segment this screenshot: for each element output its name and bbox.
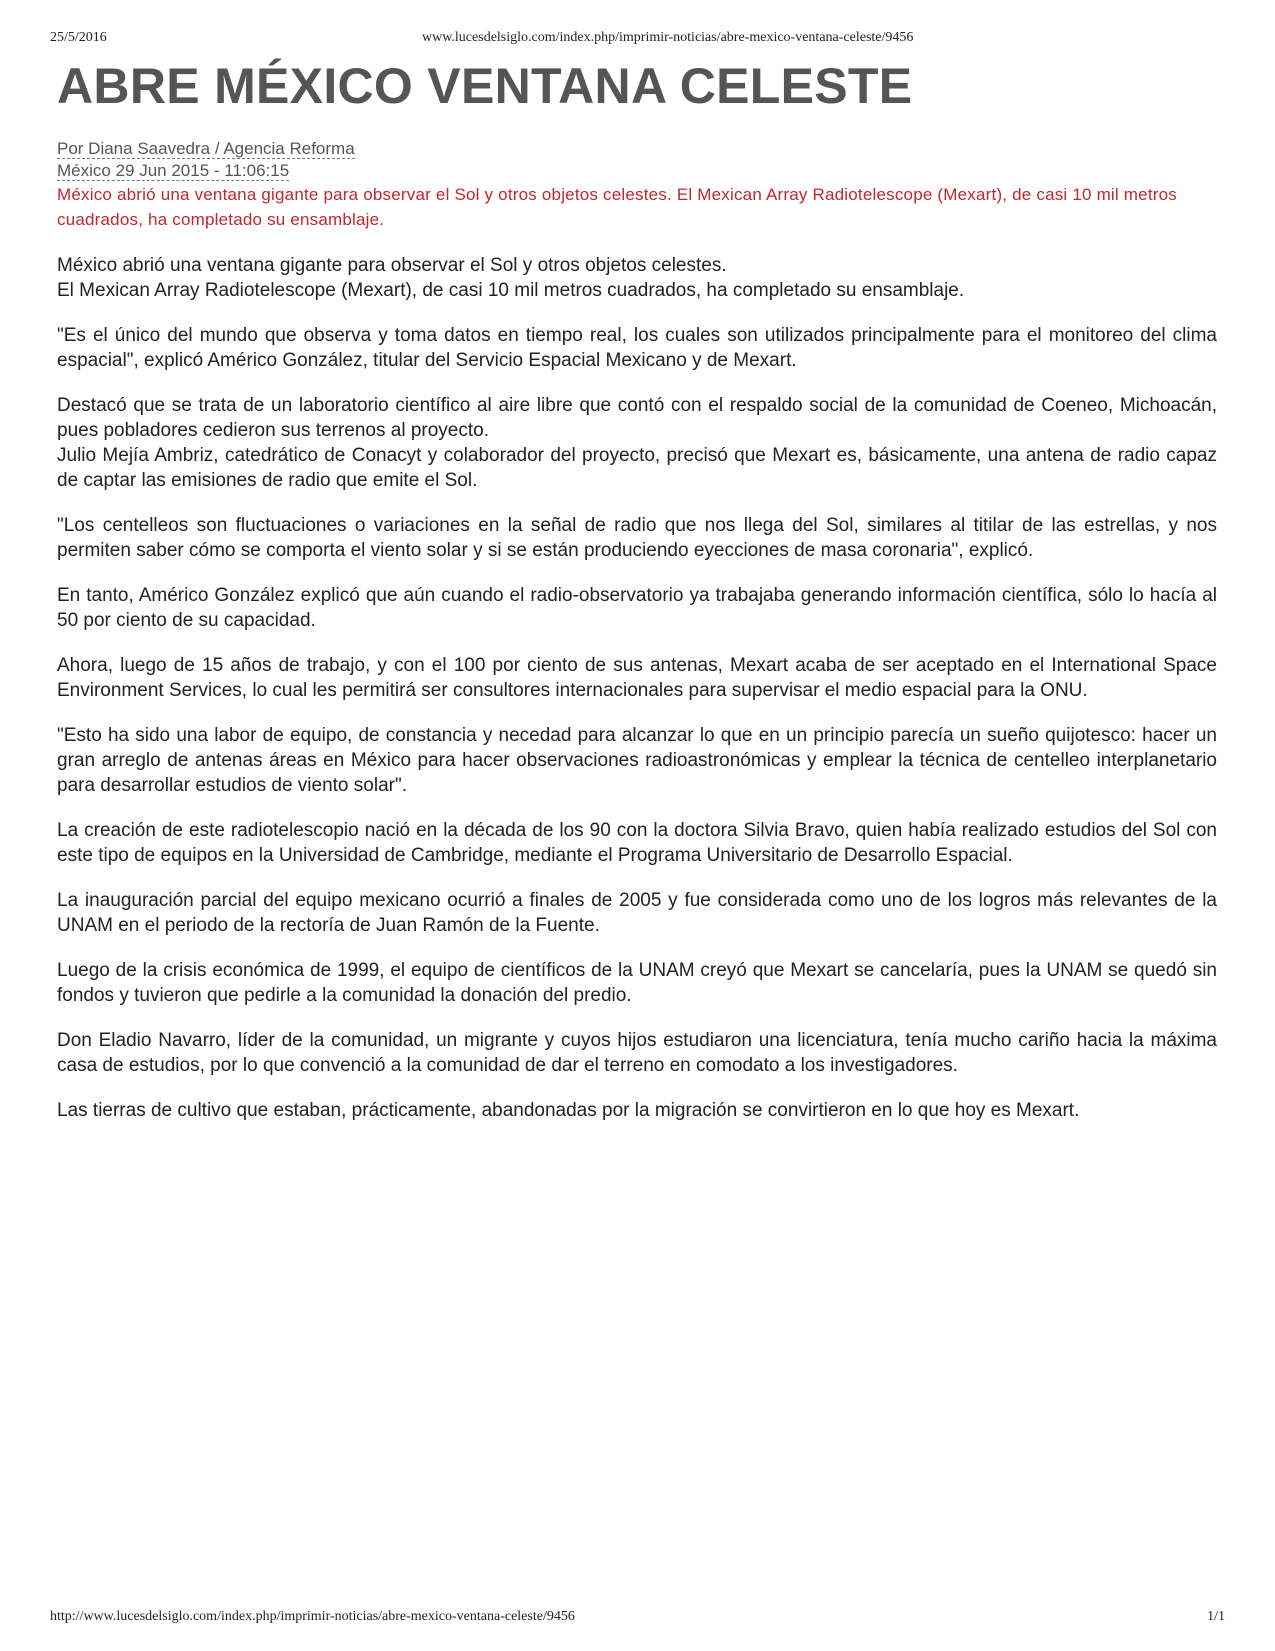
paragraph-line: La inauguración parcial del equipo mexicano ocurrió a finales de 2005 y fue considerada como uno de los logros más relevantes de la UNAM en el periodo de la rectoría de Juan Ramón de la Fuente. (57, 890, 1217, 936)
article-paragraph (57, 888, 1217, 938)
article (57, 56, 1217, 1143)
article-body (57, 253, 1217, 1123)
paragraph-line: Destacó que se trata de un laboratorio científico al aire libre que contó con el respaldo social de la comunidad de Coeneo, Michoacán, pues pobladores cedieron sus terrenos al proyecto. (57, 395, 1217, 441)
paragraph-line: "Los centelleos son fluctuaciones o variaciones en la señal de radio que nos llega del Sol, similares al titilar de las estrellas, y nos permiten saber cómo se comporta el viento solar y si se están produciendo eyecciones de masa coronaria", explicó. (57, 515, 1217, 561)
paragraph-line: En tanto, Américo González explicó que aún cuando el radio-observatorio ya trabajaba generando información científica, sólo lo hacía al 50 por ciento de su capacidad. (57, 585, 1217, 631)
paragraph-line: El Mexican Array Radiotelescope (Mexart), de casi 10 mil metros cuadrados, ha completado su ensamblaje. (57, 280, 965, 301)
print-header-url: www.lucesdelsiglo.com/index.php/imprimir-noticias/abre-mexico-ventana-celeste/9456 (422, 30, 914, 45)
article-paragraph (57, 513, 1217, 563)
article-title: ABRE MÉXICO VENTANA CELESTE (57, 58, 913, 114)
paragraph-line: Luego de la crisis económica de 1999, el equipo de científicos de la UNAM creyó que Mexart se cancelaría, pues la UNAM se quedó sin fondos y tuvieron que pedirle a la comunidad la donación del predio. (57, 960, 1217, 1006)
print-footer-url: http://www.lucesdelsiglo.com/index.php/imprimir-noticias/abre-mexico-ventana-celeste/9456 (50, 1609, 575, 1624)
article-byline[interactable]: Por Diana Saavedra / Agencia Reforma (57, 139, 355, 158)
print-date: 25/5/2016 (50, 30, 107, 45)
article-paragraph (57, 393, 1217, 493)
print-footer (50, 1609, 1225, 1627)
article-meta (57, 138, 1217, 182)
print-header (50, 30, 1225, 48)
paragraph-line: Las tierras de cultivo que estaban, prácticamente, abandonadas por la migración se convirtieron en lo que hoy es Mexart. (57, 1100, 1080, 1121)
paragraph-line: Ahora, luego de 15 años de trabajo, y con el 100 por ciento de sus antenas, Mexart acaba de ser aceptado en el International Space Environment Services, lo cual les permitirá ser consultores internacionales para supervisar el medio espacial para la ONU. (57, 655, 1217, 701)
article-paragraph (57, 1028, 1217, 1078)
article-paragraph (57, 1098, 1217, 1123)
article-paragraph (57, 583, 1217, 633)
paragraph-line: "Es el único del mundo que observa y toma datos en tiempo real, los cuales son utilizados principalmente para el monitoreo del clima espacial", explicó Américo González, titular del Servicio Espacial Mexicano y de Mexart. (57, 325, 1217, 371)
paragraph-line: La creación de este radiotelescopio nació en la década de los 90 con la doctora Silvia Bravo, quien había realizado estudios del Sol con este tipo de equipos en la Universidad de Cambridge, mediante el Programa Universitario de Desarrollo Espacial. (57, 820, 1217, 866)
article-paragraph (57, 818, 1217, 868)
article-paragraph (57, 958, 1217, 1008)
article-paragraph (57, 323, 1217, 373)
paragraph-line: México abrió una ventana gigante para observar el Sol y otros objetos celestes. (57, 255, 727, 276)
article-paragraph (57, 253, 1217, 303)
article-dateline: México 29 Jun 2015 - 11:06:15 (57, 161, 290, 180)
article-paragraph (57, 723, 1217, 798)
article-paragraph (57, 653, 1217, 703)
paragraph-line: "Esto ha sido una labor de equipo, de constancia y necedad para alcanzar lo que en un principio parecía un sueño quijotesco: hacer un gran arreglo de antenas áreas en México para hacer observaciones radioastronómicas y emplear la técnica de centelleo interplanetario para desarrollar estudios de viento solar". (57, 725, 1217, 796)
paragraph-line: Julio Mejía Ambriz, catedrático de Conacyt y colaborador del proyecto, precisó que Mexart es, básicamente, una antena de radio capaz de captar las emisiones de radio que emite el Sol. (57, 445, 1217, 491)
page-number: 1/1 (1207, 1609, 1225, 1624)
article-summary: México abrió una ventana gigante para observar el Sol y otros objetos celestes. El Mexican Array Radiotelescope (Mexart), de casi 10 mil metros cuadrados, ha completado su ensamblaje. (57, 185, 1177, 229)
paragraph-line: Don Eladio Navarro, líder de la comunidad, un migrante y cuyos hijos estudiaron una licenciatura, tenía mucho cariño hacia la máxima casa de estudios, por lo que convenció a la comunidad de dar el terreno en comodato a los investigadores. (57, 1030, 1217, 1076)
